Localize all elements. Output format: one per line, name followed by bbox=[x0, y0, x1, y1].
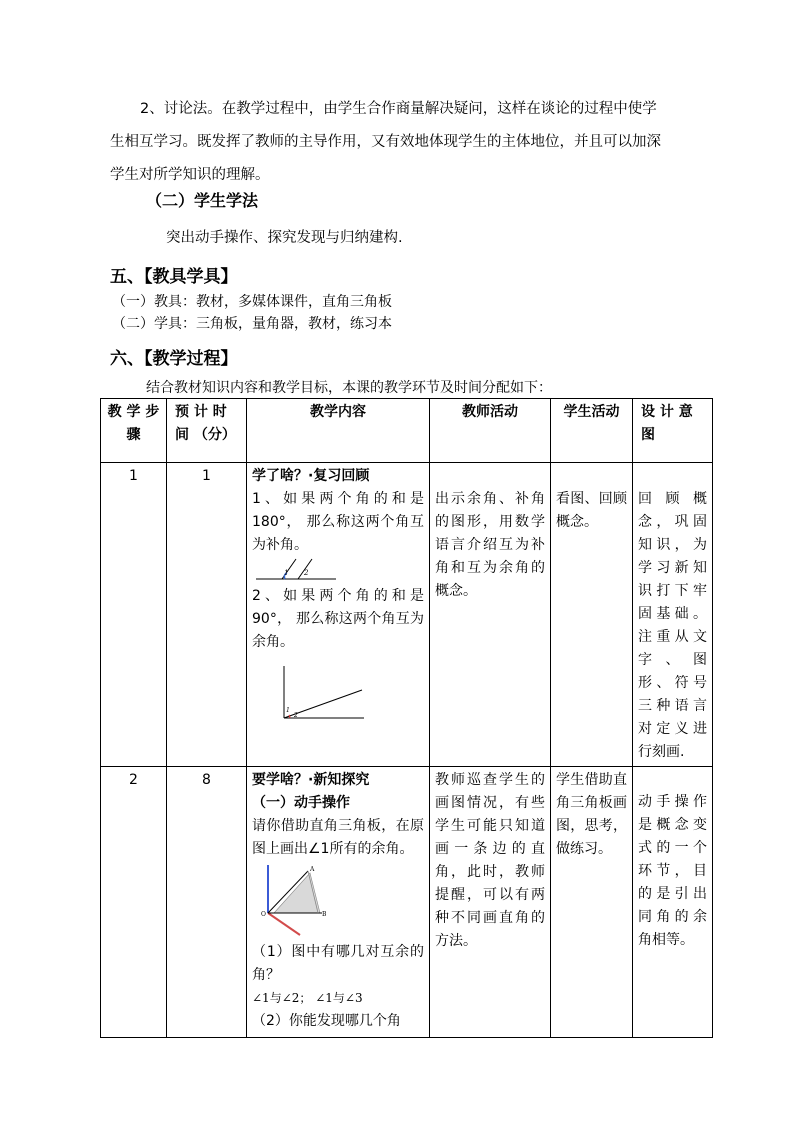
fig1-label-1: 1 bbox=[284, 569, 289, 577]
fig3-red-line bbox=[268, 913, 300, 935]
row1-student bbox=[551, 463, 633, 767]
row1-teacher-text: 出示余角、补角的图形，用数学语言介绍互为补角和互为余角的概念。 bbox=[435, 491, 545, 599]
table-header-row bbox=[101, 399, 713, 463]
row1-time: 1 bbox=[167, 463, 247, 767]
triangle-ruler-figure bbox=[260, 863, 330, 937]
header-student: 学生活动 bbox=[551, 399, 633, 463]
section5-item-1: （一）教具：教材，多媒体课件，直角三角板 bbox=[112, 294, 392, 310]
row1-content-title: 学了啥？·复习回顾 bbox=[252, 468, 370, 484]
row2-content bbox=[247, 767, 430, 1038]
header-time: 预 计 时 间 （分） bbox=[167, 399, 247, 463]
table-row bbox=[101, 767, 713, 1038]
row2-content-q1: （1）图中有哪几对互余的角？ bbox=[252, 944, 424, 983]
supplementary-angle-figure bbox=[252, 557, 342, 585]
student-method-text: 突出动手操作、探究发现与归纳建构. bbox=[166, 230, 403, 246]
student-method-heading: （二）学生学法 bbox=[146, 191, 259, 210]
header-content: 教学内容 bbox=[247, 399, 430, 463]
header-step: 教 学 步 骤 bbox=[101, 399, 167, 463]
header-design: 设 计 意 图 bbox=[633, 399, 713, 463]
fig3-label-o: O bbox=[261, 911, 266, 918]
section5-item-2: （二）学具：三角板，量角器，教材，练习本 bbox=[112, 316, 392, 332]
row2-design bbox=[633, 767, 713, 1038]
intro-paragraph bbox=[110, 93, 720, 192]
row1-content-p2: 2、如果两个角的和是90°， 那么称这两个角互为余角。 bbox=[252, 588, 424, 650]
row2-student bbox=[551, 767, 633, 1038]
fig2-label-1: 1 bbox=[286, 707, 290, 714]
header-teacher: 教师活动 bbox=[430, 399, 551, 463]
section5-heading: 五、【教具学具】 bbox=[110, 267, 238, 287]
fig2-label-2: 2 bbox=[294, 712, 298, 719]
row2-teacher bbox=[430, 767, 551, 1038]
row2-content-title: 要学啥？·新知探究 bbox=[252, 772, 370, 788]
row2-time: 8 bbox=[167, 767, 247, 1038]
row1-step: 1 bbox=[101, 463, 167, 767]
row1-design bbox=[633, 463, 713, 767]
intro-line-1: 2、讨论法。在教学过程中，由学生合作商量解决疑问，这样在谈论的过程中使学 bbox=[140, 101, 657, 117]
fig1-label-2: 2 bbox=[304, 569, 309, 577]
row2-design-text: 动手操作是概念变式的一个环节，目的是引出同角的余角相等。 bbox=[638, 794, 707, 948]
complementary-angle-figure bbox=[272, 662, 372, 724]
row1-design-text: 回顾概念，巩固知识，为学习新知识打下牢固基础。注重从文字、图形、符号三种语言对定义进行刻画. bbox=[638, 491, 707, 760]
row2-content-q2: （2）你能发现哪几个角 bbox=[252, 1013, 401, 1029]
intro-line-2: 生相互学习。既发挥了教师的主导作用，又有效地体现学生的主体地位，并且可以加深 bbox=[110, 134, 661, 150]
row2-step: 2 bbox=[101, 767, 167, 1038]
section6-intro: 结合教材知识内容和教学目标，本课的教学环节及时间分配如下： bbox=[146, 380, 552, 396]
section6-heading: 六、【教学过程】 bbox=[110, 349, 238, 369]
row2-content-sub: （一）动手操作 bbox=[252, 795, 350, 811]
row1-teacher bbox=[430, 463, 551, 767]
row2-student-text: 学生借助直角三角板画图，思考，做练习。 bbox=[556, 772, 627, 857]
table-row bbox=[101, 463, 713, 767]
row1-content bbox=[247, 463, 430, 767]
intro-line-3: 学生对所学知识的理解。 bbox=[110, 167, 270, 183]
row1-student-text: 看图、回顾概念。 bbox=[556, 491, 627, 530]
fig3-label-a: A bbox=[310, 866, 315, 873]
row2-content-a1: ∠1与∠2； ∠1与∠3 bbox=[252, 991, 363, 1005]
row1-content-p1: 1、如果两个角的和是180°， 那么称这两个角互为补角。 bbox=[252, 491, 424, 553]
row2-teacher-text: 教师巡查学生的画图情况，有些学生可能只知道画一条边的直角，此时，教师提醒，可以有两种不同画直角的方法。 bbox=[435, 772, 545, 949]
fig3-label-b: B bbox=[322, 911, 327, 918]
process-table bbox=[100, 398, 713, 1038]
row2-content-p1: 请你借助直角三角板，在原图上画出∠1所有的余角。 bbox=[252, 818, 424, 857]
